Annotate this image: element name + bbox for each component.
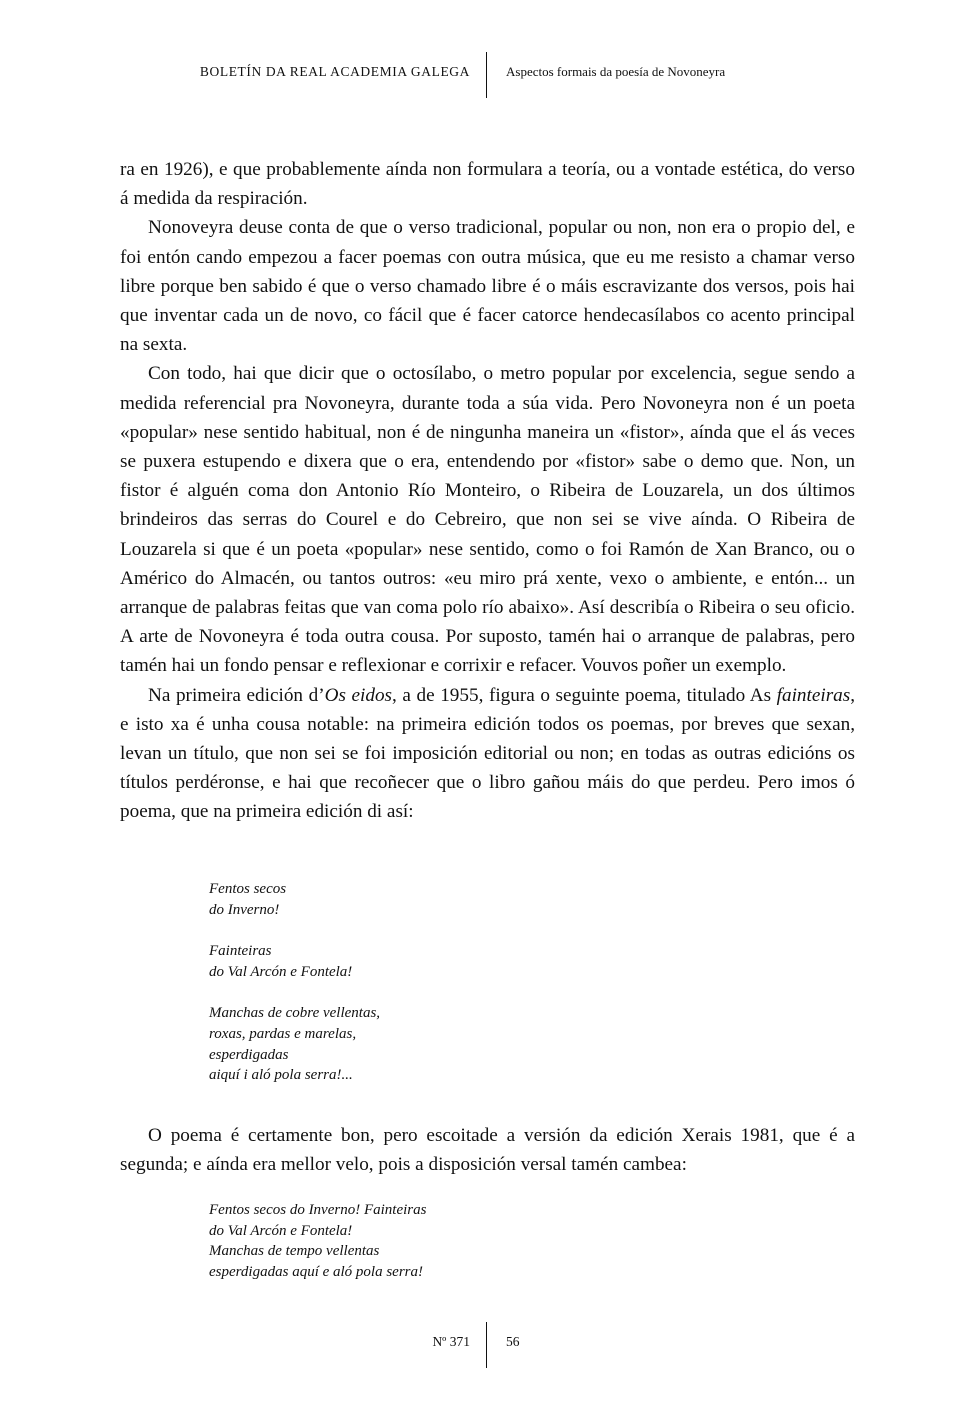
paragraph-3: Con todo, hai que dicir que o octosílabo, o metro popular por excelencia, segue sendo a medida referencial pra Novoneyra, durante toda a súa vida. Pero Novoneyra non é un poeta «popular» nese sentido habitual, non é de ningunha maneira un «fistor», aínda que el ás veces se puxera estupendo e dixera que o era, entendendo por «fistor» sabe o demo que. Non, un fistor é alguén coma don Antonio Río Monteiro, o Ribeira de Louzarela, un dos últimos brindeiros das serras do Courel e do Cebreiro, que non sei se vive aínda. O Ribeira de Louzarela si que é un poeta «popular» nese sentido, como o foi Ramón de Xan Branco, ou o Américo do Almacén, ou tantos outros: «eu miro prá xente, vexo o ambiente, e entón... un arranque de palabras feitas que van coma polo río abaixo». Así describía o Ribeira o seu oficio. A arte de Novoneyra é toda outra cousa. Por suposto, tamén hai o arranque de palabras, pero tamén hai un fondo pensar e reflexionar e corrixir e refacer. Vouvos poñer un exemplo.: [120, 363, 855, 677]
poem-line: do Val Arcón e Fontela!: [209, 963, 353, 980]
running-footer: [0, 1322, 975, 1368]
article-title: Aspectos formais da poesía de Novoneyra: [506, 64, 726, 79]
poem-stanza: [209, 879, 380, 920]
poem-line: do Val Arcón e Fontela!: [209, 1222, 353, 1239]
paragraph-5: O poema é certamente bon, pero escoitade a versión da edición Xerais 1981, que é a segunda; e aínda era mellor velo, pois a disposición versal tamén cambea:: [120, 1125, 855, 1176]
poem-line: aiquí i aló pola serra!...: [209, 1067, 353, 1084]
article-body: [120, 155, 855, 827]
poem-line: Manchas de cobre vellentas,: [209, 1005, 381, 1022]
poem-xerais-1981: [209, 1200, 426, 1282]
text-span: , a de 1955, figura o seguinte poema, titulado: [392, 684, 750, 706]
header-divider: [486, 52, 487, 98]
poem-line: Fentos secos: [209, 881, 287, 897]
paragraph-1: ra en 1926), e que probablemente aínda non formulara a teoría, ou a vontade estética, do verso á medida da respiración.: [120, 159, 855, 210]
poem-line: esperdigadas: [209, 1046, 289, 1063]
running-header: [0, 52, 975, 98]
text-span: Na primeira edición d’: [148, 684, 325, 706]
journal-name: BOLETÍN DA REAL ACADEMIA GALEGA: [199, 64, 470, 79]
paragraph-4: [120, 681, 855, 827]
poem-line: esperdigadas aquí e aló pola serra!: [209, 1263, 424, 1280]
poem-line: Manchas de tempo vellentas: [209, 1243, 380, 1260]
poem-line: Fainteiras: [209, 943, 272, 960]
page-number: 56: [506, 1334, 520, 1349]
text-span: , e isto xa é unha cousa notable: na primeira edición todos os poemas, por breves que sexan, levan un título, que non sei se foi imposición editorial ou non; en todas as outras edicións os títulos perdéronse, e hai que recoñecer que o libro gañou máis do que perdeu. Pero imos ó poema, que na primeira edición di así:: [120, 684, 856, 823]
book-title-italic: Os eidos: [324, 684, 393, 706]
poem-line: Fentos secos do Inverno! Fainteiras: [209, 1202, 427, 1218]
article-body-continued: [120, 1121, 855, 1179]
poem-line: roxas, pardas e marelas,: [209, 1025, 357, 1042]
poem-title-italic: fainteiras: [776, 684, 851, 706]
poem-stanza: [209, 1003, 380, 1085]
paragraph-2: Nonoveyra deuse conta de que o verso tradicional, popular ou non, non era o propio del, e foi entón cando empezou a facer poemas con outra música, que eu me resisto a chamar verso libre porque ben sabido é que o verso chamado libre é o máis escravizante dos versos, pois hai que inventar cada un de novo, co fácil que é facer catorce hendecasílabos co acento principal na sexta.: [120, 217, 855, 356]
text-span: As: [749, 684, 777, 706]
poem-line: do Inverno!: [209, 901, 280, 918]
poem-stanza: [209, 941, 380, 982]
poem-first-edition: [209, 879, 380, 1107]
footer-divider: [486, 1322, 487, 1368]
issue-number: Nº 371: [432, 1334, 470, 1349]
